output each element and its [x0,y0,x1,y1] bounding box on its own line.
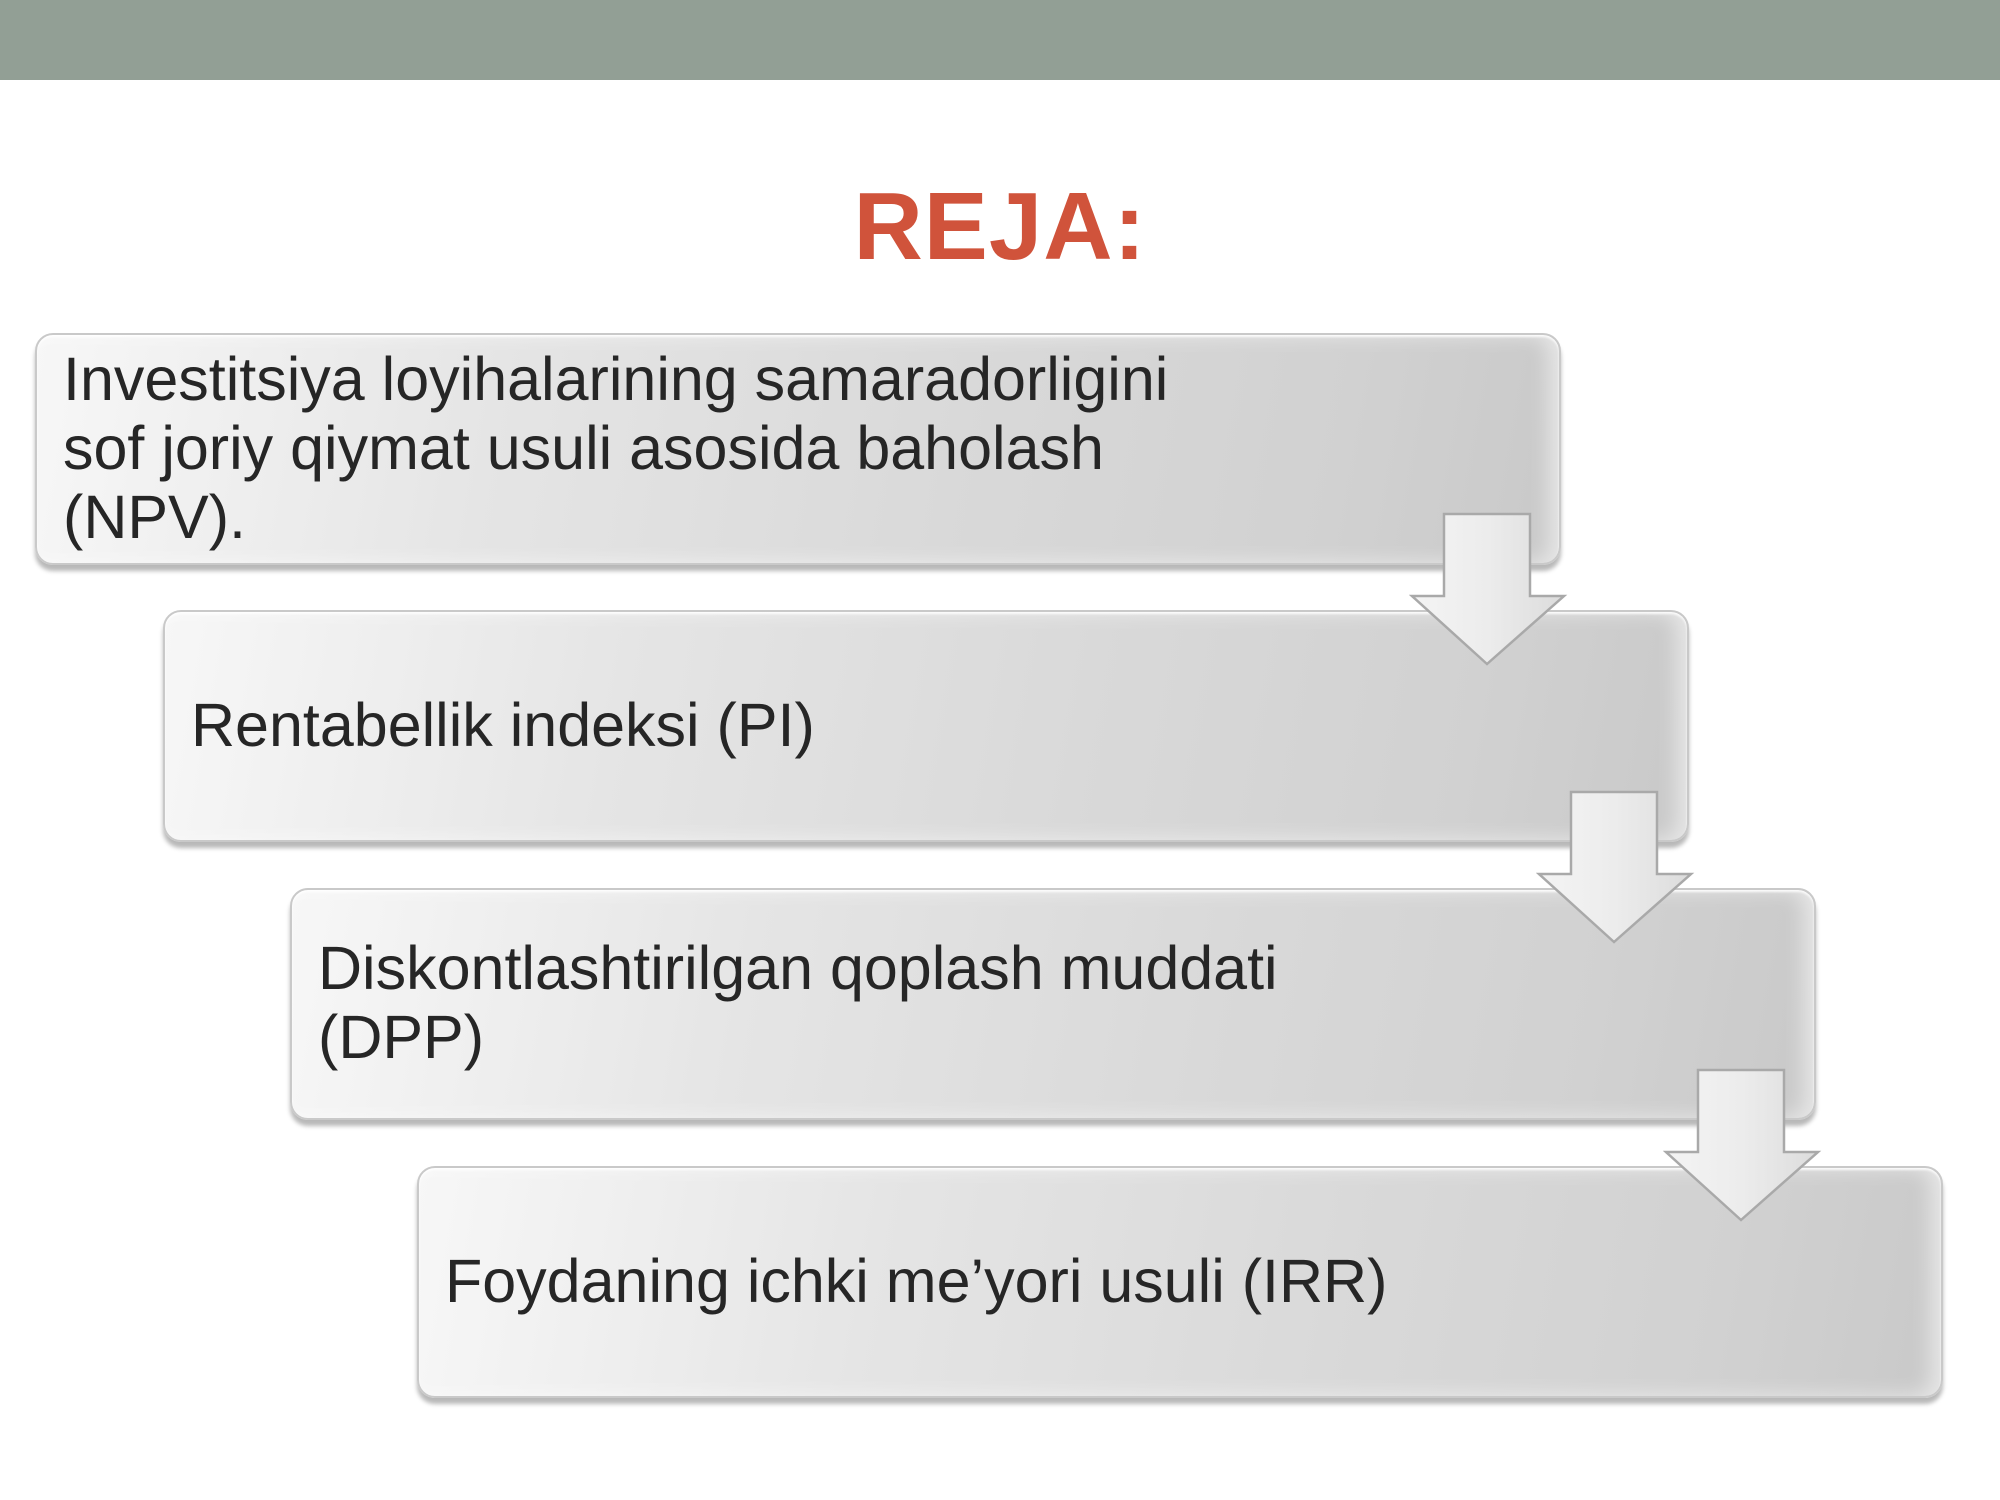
down-arrow-icon [1409,510,1569,670]
down-arrow-icon [1536,788,1696,948]
step-label-pi: Rentabellik indeksi (PI) [191,691,815,759]
step-label-npv: Investitsiya loyihalarining samaradorligini sof joriy qiymat usuli asosida baholash (NPV). [63,345,1169,551]
step-label-dpp: Diskontlashtirilgan qoplash muddati (DPP) [318,934,1278,1071]
step-box-npv [35,333,1561,565]
down-arrow-icon [1663,1066,1823,1226]
top-bar [0,0,2000,80]
step-label-irr: Foydaning ichki me’yori usuli (IRR) [445,1247,1388,1315]
slide-title: REJA: [853,173,1147,280]
